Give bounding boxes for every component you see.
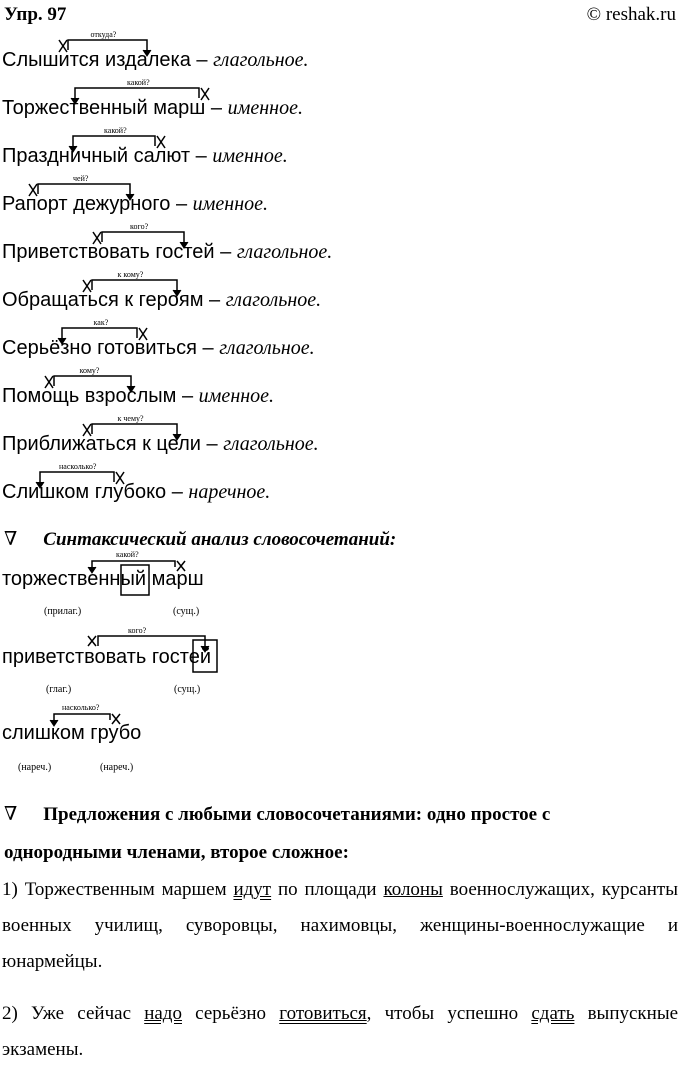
phrase-type: глагольное. — [236, 241, 333, 263]
phrase-question: насколько? — [59, 462, 97, 471]
phrase-text — [2, 481, 270, 504]
phrase-line — [0, 316, 680, 364]
sentences-heading-cont — [4, 842, 349, 864]
exercise-title: Упр. 97 — [4, 4, 67, 25]
phrase-question: к чему? — [117, 414, 144, 423]
phrase-words: Торжественный марш — [2, 97, 206, 119]
phrase-text — [2, 337, 315, 360]
analysis-question: кого? — [128, 626, 147, 635]
analysis-phrase: слишком грубо — [2, 722, 142, 744]
phrase-line — [0, 76, 680, 124]
dash: – — [196, 49, 208, 71]
analysis-item-2 — [0, 624, 680, 704]
syntax-heading-text: Синтаксический анализ словосочетаний: — [43, 529, 397, 550]
triangle-marker-icon: ∇ — [4, 804, 18, 825]
phrase-type: именное. — [198, 385, 275, 407]
dash: – — [202, 337, 214, 359]
phrase-text — [2, 49, 309, 72]
triangle-marker-icon: ∇ — [4, 529, 18, 550]
dash: – — [171, 481, 183, 503]
phrase-question: кому? — [79, 366, 100, 375]
analysis-phrase: торжественный марш — [2, 568, 204, 590]
dash: – — [206, 433, 218, 455]
phrase-line — [0, 124, 680, 172]
phrase-line — [0, 364, 680, 412]
phrase-text — [2, 289, 321, 312]
dash: – — [220, 241, 232, 263]
sentence-2: 2) Уже сейчас надо серьёзно готовиться, чтобы успешно сдать выпускные экзамены. — [2, 1003, 679, 1060]
phrase-text — [2, 433, 319, 456]
predicate: готовиться — [279, 1003, 367, 1024]
sentences-heading — [4, 803, 550, 826]
phrase-text — [2, 193, 268, 216]
phrase-question: чей? — [73, 174, 89, 183]
phrase-words: Обращаться к героям — [2, 289, 204, 311]
phrase-words: Помощь взрослым — [2, 385, 177, 407]
pos-label: (нареч.) — [100, 762, 134, 773]
phrase-type: глагольное. — [223, 433, 319, 455]
analysis-phrase: приветствовать гостей — [2, 646, 212, 668]
subject: колоны — [383, 879, 443, 900]
phrase-line — [0, 28, 680, 76]
phrase-words: Приближаться к цели — [2, 433, 201, 455]
dash: – — [209, 289, 221, 311]
phrase-question: откуда? — [90, 30, 117, 39]
pos-label: (сущ.) — [173, 606, 200, 617]
phrase-type: глагольное. — [225, 289, 322, 311]
phrase-type: глагольное. — [219, 337, 315, 359]
predicate: сдать — [531, 1003, 575, 1024]
phrase-question: какой? — [127, 78, 150, 87]
phrase-line — [0, 412, 680, 460]
phrase-text — [2, 97, 303, 120]
phrase-words: Слышится издалека — [2, 49, 191, 71]
sentences-heading-line1: Предложения с любыми словосочетаниями: одно простое с — [43, 804, 551, 825]
pos-label: (сущ.) — [174, 684, 201, 695]
phrase-words: Слишком глубоко — [2, 481, 167, 503]
sentences-heading-line2: однородными членами, второе сложное: — [4, 842, 349, 863]
dash: – — [195, 145, 207, 167]
phrase-question: кого? — [130, 222, 149, 231]
analysis-item-1 — [0, 545, 680, 625]
predicate: надо — [144, 1003, 182, 1024]
phrase-type: именное. — [212, 145, 288, 167]
sentence-1: 1) Торжественным маршем идут по площади колоны военнослужащих, курсанты военных училищ, суворовцы, нахимовцы, женщины-военнослужащие и юнармейцы. — [2, 879, 678, 972]
analysis-question: какой? — [116, 550, 139, 559]
phrase-words: Рапорт дежурного — [2, 193, 171, 215]
analysis-question: насколько? — [62, 703, 100, 712]
phrase-type: глагольное. — [213, 49, 309, 71]
phrase-type: именное. — [227, 97, 303, 119]
dash: – — [175, 193, 188, 215]
dash: – — [210, 97, 223, 119]
dash: – — [181, 385, 194, 407]
phrase-line — [0, 268, 680, 316]
phrase-text — [2, 241, 332, 264]
pos-label: (глаг.) — [46, 684, 72, 695]
phrase-type: именное. — [192, 193, 268, 215]
pos-label: (нареч.) — [18, 762, 52, 773]
pos-label: (прилаг.) — [44, 606, 82, 617]
phrase-type: наречное. — [188, 481, 271, 503]
phrase-line — [0, 220, 680, 268]
phrase-question: к кому? — [117, 270, 144, 279]
source-label: © reshak.ru — [586, 4, 676, 25]
phrase-question: как? — [93, 318, 109, 327]
predicate: идут — [233, 879, 272, 900]
page-header — [0, 4, 680, 30]
analysis-item-3 — [0, 700, 680, 780]
phrase-text — [2, 145, 288, 168]
phrase-line — [0, 172, 680, 220]
phrase-text — [2, 385, 274, 408]
phrase-words: Приветствовать гостей — [2, 241, 215, 263]
phrase-question: какой? — [104, 126, 127, 135]
phrase-words: Серьёзно готовиться — [2, 337, 197, 359]
phrase-line — [0, 460, 680, 508]
phrase-words: Праздничный салют — [2, 145, 191, 167]
